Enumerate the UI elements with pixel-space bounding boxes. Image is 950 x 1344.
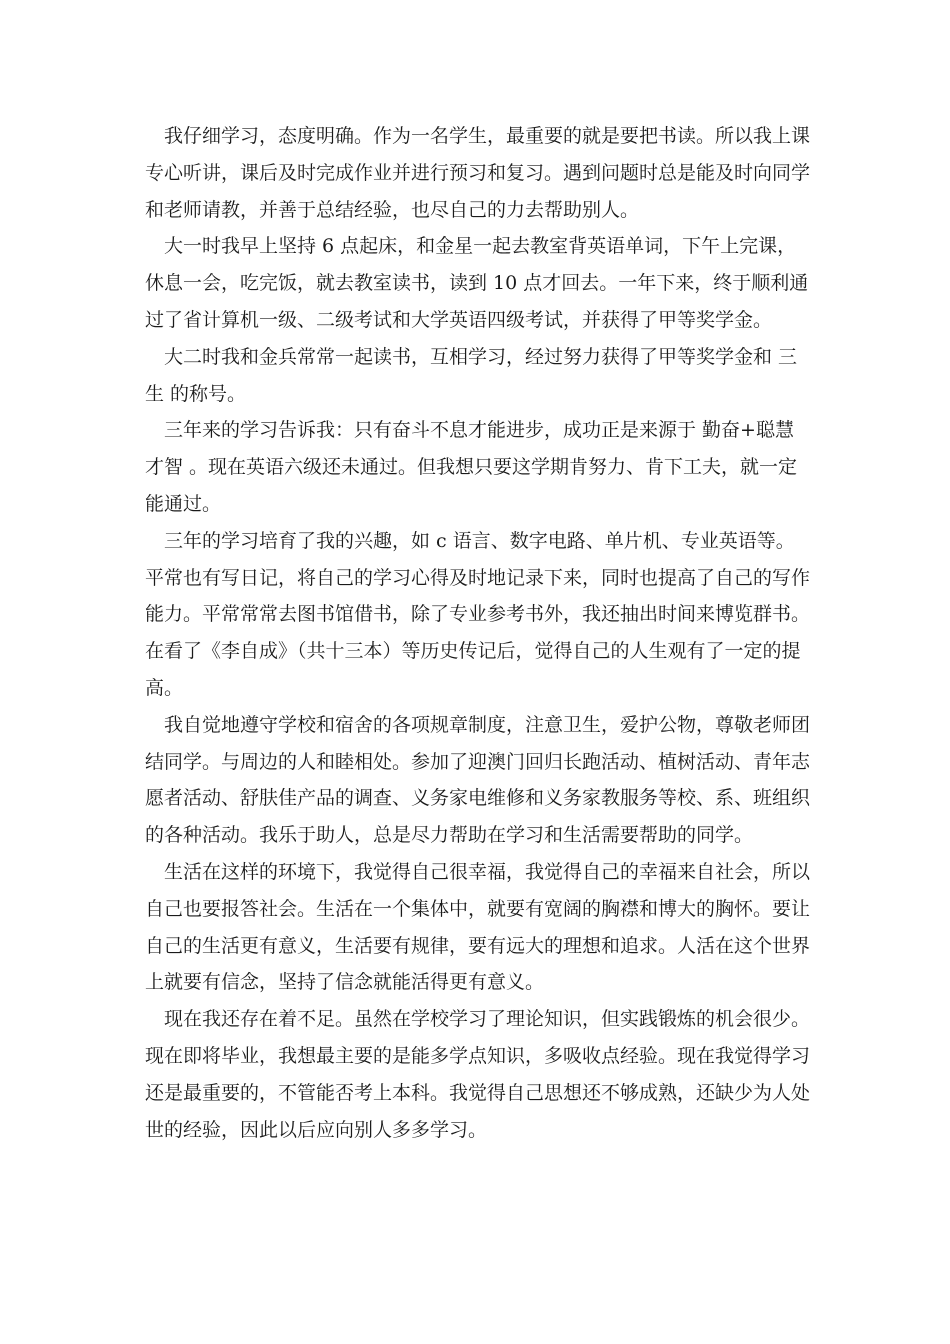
- paragraph-three-years-lesson: 三年来的学习告诉我：只有奋斗不息才能进步，成功正是来源于 勤奋+聪慧才智 。现在英语六级还未通过。但我想只要这学期肯努力、肯下工夫，就一定能通过。: [145, 419, 798, 515]
- paragraph-interests: 三年的学习培育了我的兴趣，如 c 语言、数字电路、单片机、专业英语等。平常也有写日记，将自己的学习心得及时地记录下来，同时也提高了自己的写作能力。平常常常去图书馆借书，除了专业参考书外，我还抽出时间来博览群书。在看了《李自成》（共十三本）等历史传记后，觉得自己的人生观有了一定的提高。: [145, 529, 811, 699]
- paragraph-first-year: 大一时我早上坚持 6 点起床，和金星一起去教室背英语单词，下午上完课，休息一会，吃完饭，就去教室读书，读到 10 点才回去。一年下来，终于顺利通过了省计算机一级、二级考试和大学英语四级考试，并获得了甲等奖学金。: [145, 235, 809, 331]
- paragraph-conduct: 我自觉地遵守学校和宿舍的各项规章制度，注意卫生，爱护公物，尊敬老师团结同学。与周边的人和睦相处。参加了迎澳门回归长跑活动、植树活动、青年志愿者活动、舒肤佳产品的调查、义务家电维修和义务家教服务等校、系、班组织的各种活动。我乐于助人，总是尽力帮助在学习和生活需要帮助的同学。: [145, 713, 811, 847]
- paragraph-life: 生活在这样的环境下，我觉得自己很幸福，我觉得自己的幸福来自社会，所以自己也要报答社会。生活在一个集体中，就要有宽阔的胸襟和博大的胸怀。要让自己的生活更有意义，生活要有规律，要有远大的理想和追求。人活在这个世界上就要有信念，坚持了信念就能活得更有意义。: [145, 860, 811, 994]
- paragraph-second-year: 大二时我和金兵常常一起读书，互相学习，经过努力获得了甲等奖学金和 三生 的称号。: [145, 345, 798, 405]
- document-body: [145, 118, 810, 1148]
- paragraph-study-attitude: 我仔细学习，态度明确。作为一名学生，最重要的就是要把书读。所以我上课专心听讲，课后及时完成作业并进行预习和复习。遇到问题时总是能及时向同学和老师请教，并善于总结经验，也尽自己的力去帮助别人。: [145, 125, 811, 221]
- paragraph-shortcomings: 现在我还存在着不足。虽然在学校学习了理论知识，但实践锻炼的机会很少。现在即将毕业，我想最主要的是能多学点知识，多吸收点经验。现在我觉得学习还是最重要的，不管能否考上本科。我觉得自己思想还不够成熟，还缺少为人处世的经验，因此以后应向别人多多学习。: [145, 1008, 811, 1141]
